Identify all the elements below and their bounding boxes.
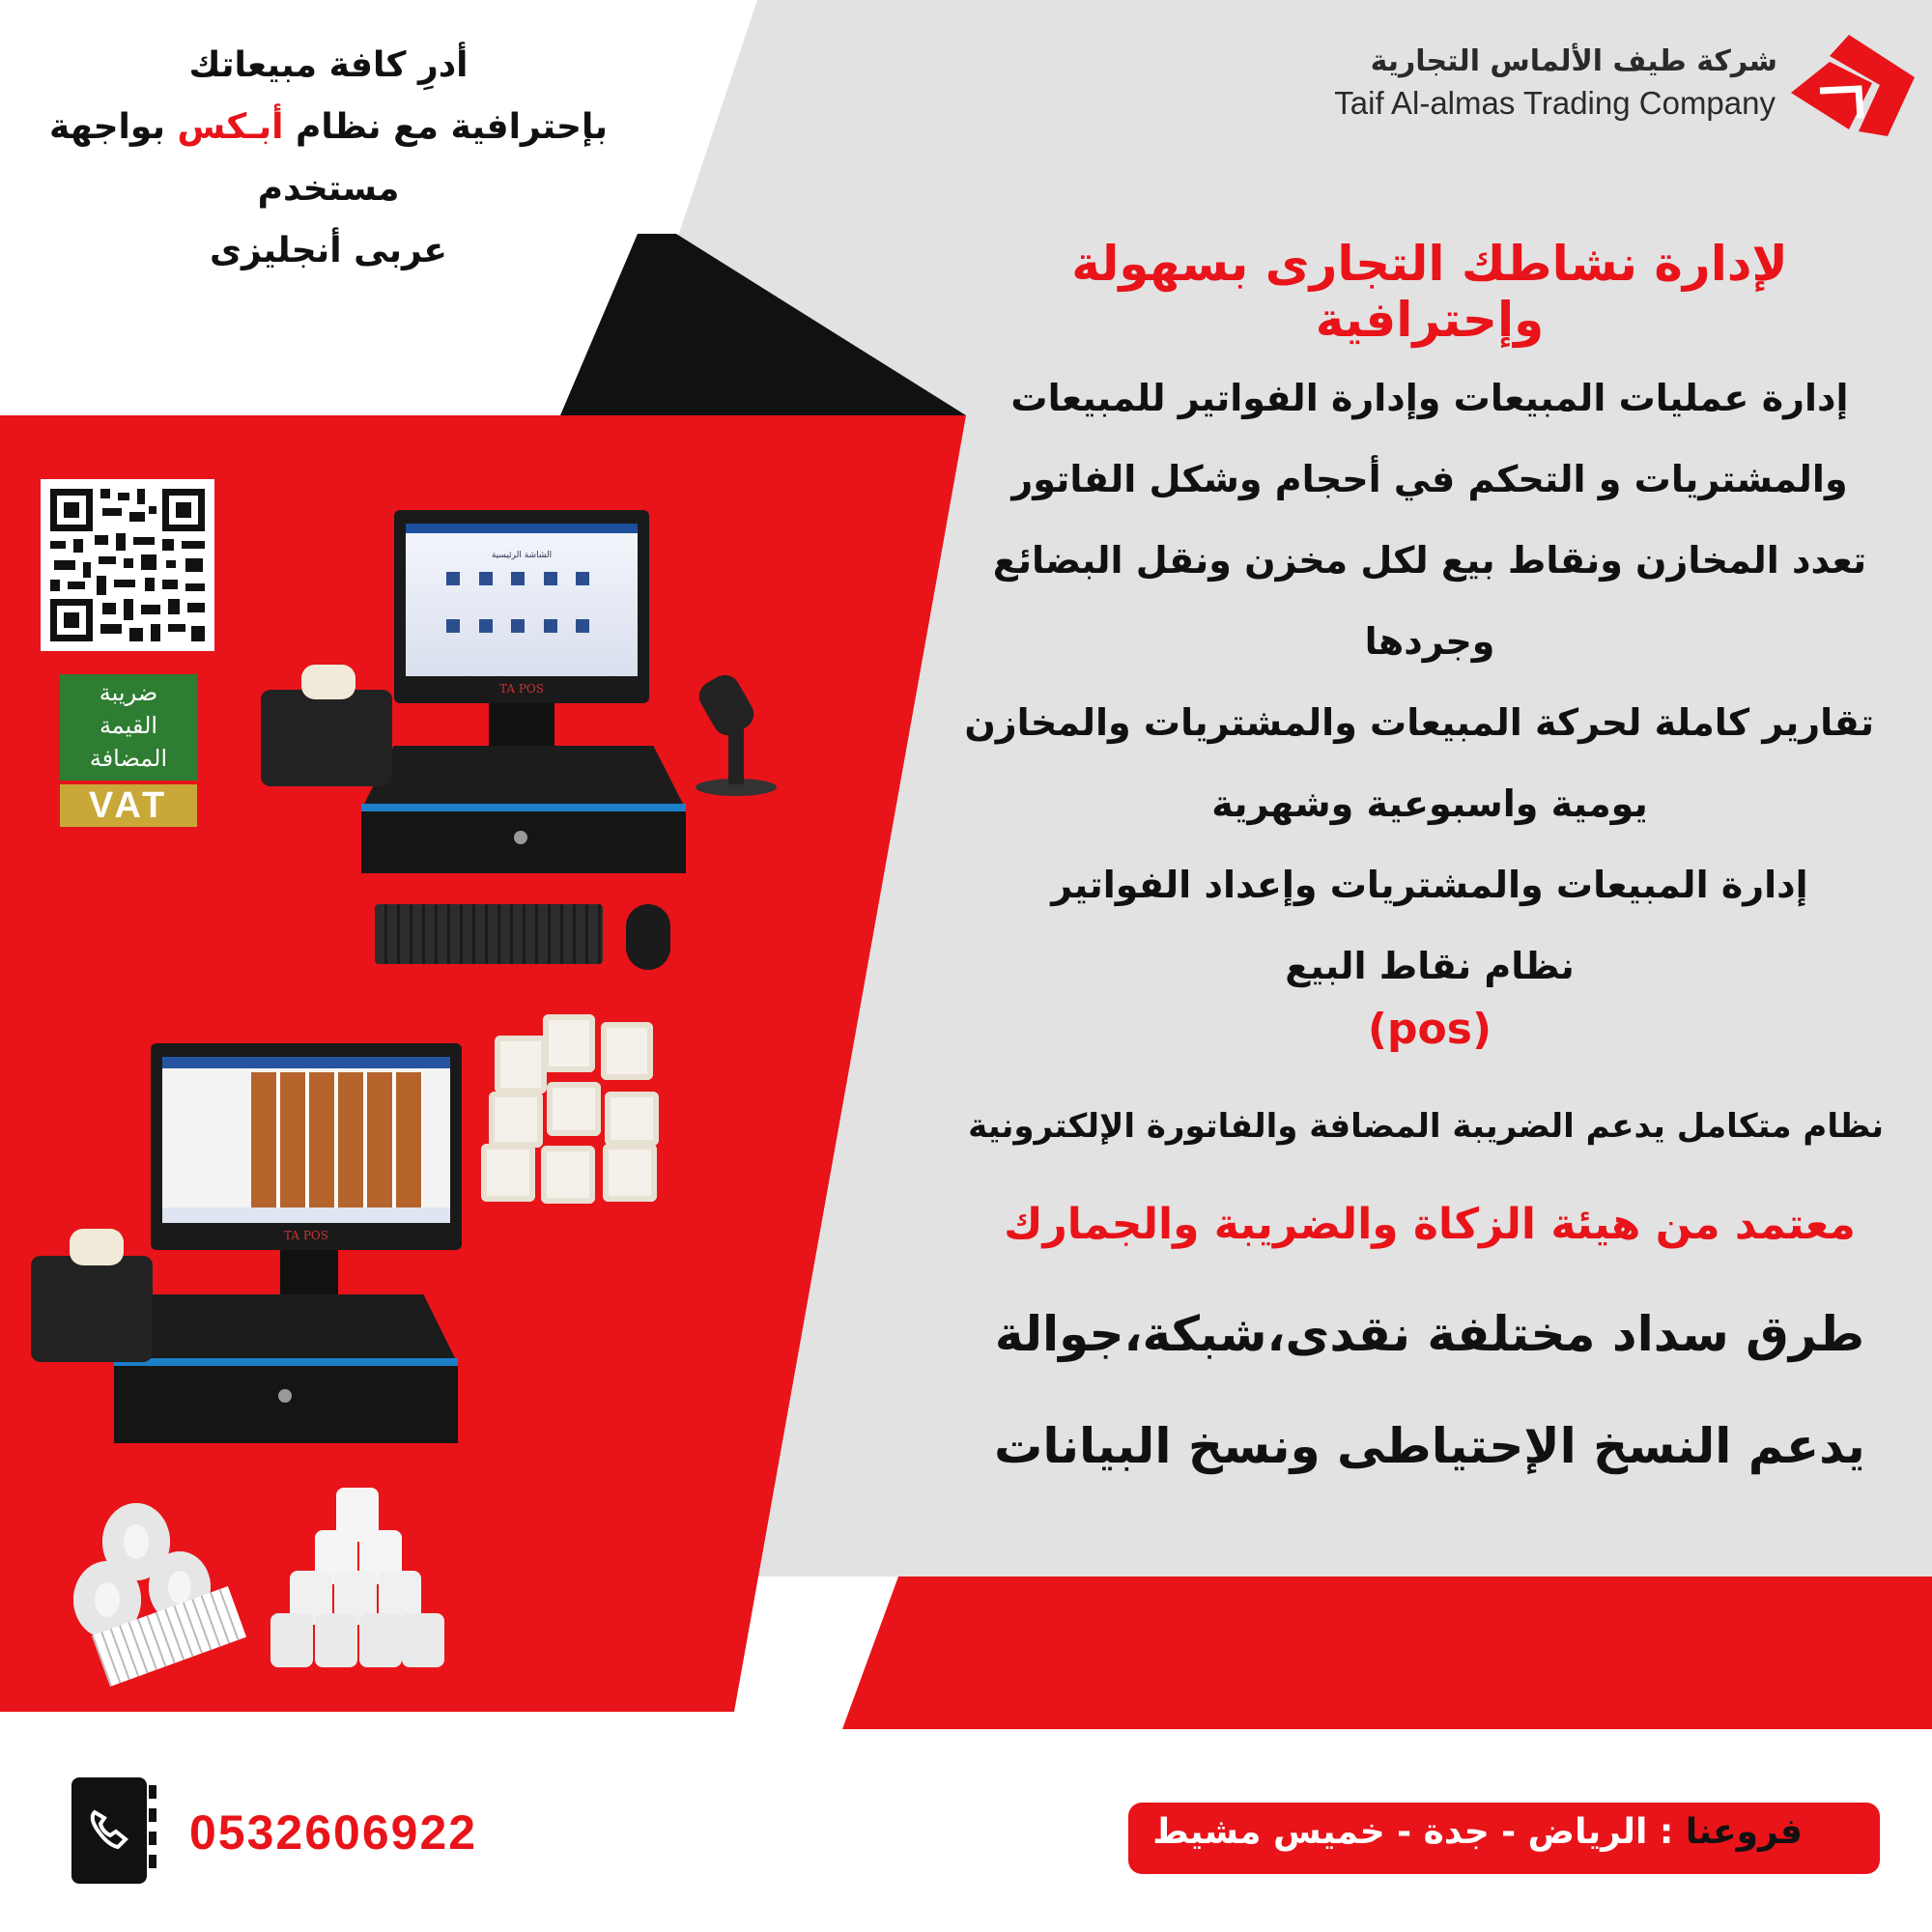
company-name-ar: شركة طيف الألماس التجارية [1370,44,1777,78]
backup-support: يدعم النسخ الإحتياطى ونسخ البيانات [994,1418,1865,1474]
feature-list [964,357,1874,1007]
promo-block [19,35,638,282]
label-rolls [477,1014,670,1208]
screen-title: الشاشة الرئيسية [491,551,553,560]
feature-item: تعدد المخازن ونقاط بيع لكل مخزن ونقل البضائع [992,539,1867,582]
monitor-screen [406,524,638,676]
vat-badge-icon [60,674,197,781]
phone-number[interactable]: 0532606922 [189,1805,478,1860]
promo-line-3: عربى أنجليزى [209,231,448,270]
company-name-en: Taif Al-almas Trading Company [1334,85,1776,121]
feature-item: والمشتريات و التحكم في أحجام وشكل الفاتور [1011,458,1848,500]
device-brand: TA POS [284,1229,328,1242]
phone-contact[interactable] [68,1776,512,1891]
feature-item: وجردها [1364,620,1495,663]
company-logo [1334,35,1932,141]
monitor [151,1043,462,1250]
branches-list: : الرياض - جدة - خميس مشيط [1152,1812,1686,1852]
keyboard [375,904,603,964]
vat-en-label: VAT [60,784,197,827]
cash-drawer-front [361,804,686,873]
promo-line-2a: بإحترافية مع نظام [283,107,608,147]
branches-text [1152,1812,1803,1852]
pos-terminal-1 [261,510,821,974]
payment-methods: طرق سداد مختلفة نقدى،شبكة،جوالة [994,1306,1865,1362]
vat-ar-line-1: ضريبة [99,679,158,706]
feature-item: تقارير كاملة لحركة المبيعات والمشتريات والمخازن [964,701,1874,744]
red-bottom-band [842,1577,1932,1729]
promo-line-2b: بواجهة مستخدم [49,107,400,209]
feature-item: نظام نقاط البيع [1285,945,1575,987]
integrated-system: نظام متكامل يدعم الضريبة المضافة والفاتورة الإلكترونية [968,1107,1884,1146]
cash-drawer-front [114,1358,458,1443]
vat-ar-line-3: المضافة [89,745,168,772]
monitor-screen [162,1057,450,1223]
qr-code[interactable] [41,479,214,651]
pos-label: (pos) [1367,1005,1492,1054]
promo-line-2 [19,97,638,220]
vat-ar-line-2: القيمة [99,712,158,739]
cash-drawer [114,1294,458,1364]
promo-brand: أبـكس [177,107,284,147]
branches-label: فروعنا [1685,1812,1803,1852]
receipt-rolls-stack [270,1488,444,1671]
barcode-scanner [696,676,792,800]
mouse [626,904,670,970]
branches-box [1128,1803,1880,1874]
device-brand: TA POS [499,682,544,696]
feature-item: إدارة عمليات المبيعات وإدارة الفواتير للمبيعات [1010,377,1849,419]
qr-code-icon [41,479,214,651]
feature-item: يومية واسبوعية وشهرية [1211,782,1648,825]
vat-badge [60,674,197,829]
receipt-printer [261,690,392,786]
receipt-rolls-left [73,1503,247,1687]
monitor [394,510,649,703]
certified: معتمد من هيئة الزكاة والضريبة والجمارك [1004,1200,1856,1249]
phone-book-icon [68,1776,160,1888]
headline: لإدارة نشاطك التجارى بسهولة وإحترافية [1071,236,1788,348]
promo-line-1: أدرِ كافة مبيعاتك [188,45,469,85]
cash-drawer [361,746,686,810]
pos-terminal-2 [31,1043,485,1439]
receipt-printer [31,1256,153,1362]
monitor-stand [489,703,554,752]
company-logo-icon [1791,35,1917,141]
feature-item: إدارة المبيعات والمشتريات وإعداد الفواتير [1051,864,1808,906]
